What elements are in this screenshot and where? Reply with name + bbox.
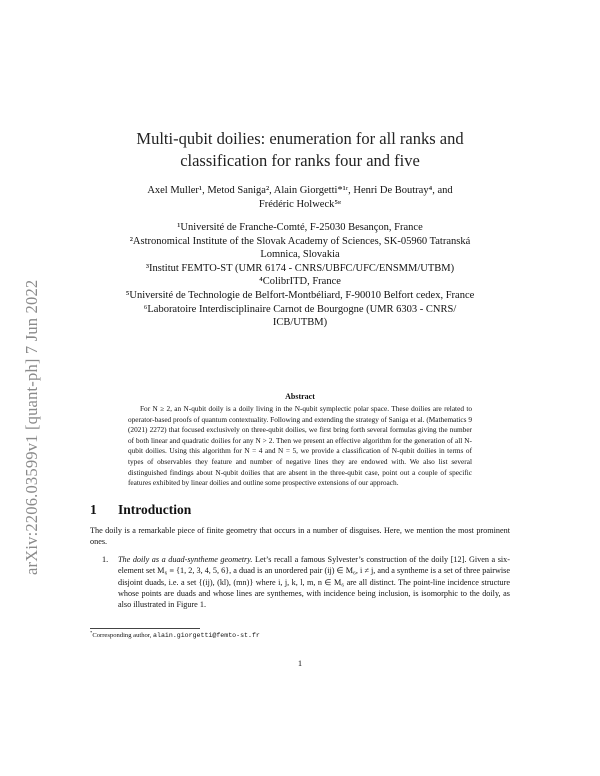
affiliation-line: ¹Université de Franche-Comté, F-25030 Besançon, France	[177, 222, 423, 233]
title-line-1: Multi-qubit doilies: enumeration for all ranks and	[136, 129, 464, 148]
affiliation-line: ⁶Laboratoire Interdisciplinaire Carnot de Bourgogne (UMR 6303 - CNRS/	[143, 303, 457, 315]
intro-text: The doily is a remarkable piece of finite geometry that occurs in a number of disguises. Here, we mention the most prominent ones.	[90, 526, 510, 547]
affiliation-list	[90, 221, 510, 330]
authors-line-1: Axel Muller¹, Metod Saniga², Alain Giorgetti*¹ʳ, Henri De Boutray⁴, and	[147, 185, 453, 196]
abstract-text: For N ≥ 2, an N-qubit doily is a doily living in the N-qubit symplectic polar space. These doilies are related to operator-based proofs of quantum contextuality. Following and extending the strategy of Saniga et al. (Mathematics 9 (2021) 2272) that focused exclusively on three-qubit doilies, we first bring forth several formulas giving the number of both linear and quadratic doilies for any N > 2. Then we present an effective algorithm for the generation of all N-qubit doilies. Using this algorithm for N = 4 and N = 5, we provide a classification of N-qubit doilies in terms of types of observables they feature and number of negative lines they are endowed with. We also list several distinguished findings about N-qubit doilies that are absent in the three-qubit case, point out a couple of specific features exhibited by linear doilies and outline some prospective extensions of our approach.	[128, 404, 472, 488]
list-item-body	[118, 554, 510, 610]
author-list	[95, 184, 505, 212]
affiliation-line: ICB/UTBM)	[272, 317, 328, 329]
footnote-rule	[90, 628, 200, 629]
arxiv-identifier-stamp: arXiv:2206.03599v1 [quant-ph] 7 Jun 2022	[22, 279, 41, 575]
page-number: 1	[297, 658, 303, 668]
affiliation-line: ²Astronomical Institute of the Slovak Academy of Sciences, SK-05960 Tatranská	[129, 235, 471, 247]
section-title: Introduction	[118, 502, 192, 517]
abstract-body	[128, 404, 472, 489]
title-line-2: classification for ranks four and five	[180, 151, 420, 170]
footnote-mark: *	[90, 629, 93, 635]
section-number: 1	[90, 502, 97, 517]
footnote-email[interactable]: alain.giorgetti@femto-st.fr	[153, 632, 260, 639]
affiliation-line: Lomnica, Slovakia	[260, 249, 340, 261]
section-heading	[90, 502, 191, 518]
affiliation-line: ³Institut FEMTO-ST (UMR 6174 - CNRS/UBFC/UFC/ENSMM/UTBM)	[145, 262, 455, 274]
intro-paragraph	[90, 525, 510, 548]
list-item-text: Let’s recall a famous Sylvester’s construction of the doily [12]. Given a six-element set M₆ ≡ {1, 2, 3, 4, 5, 6}, a duad is an unordered pair (ij) ∈ M₆, i ≠ j, and a syntheme is a set of three pairwise disjoint duads, i.e. a set {(ij), (kl), (mn)} where i, j, k, l, m, n ∈ M₆ are all distinct. The point-line incidence structure whose points are duads and whose lines are synthemes, with incidence being inclusion, is isomorphic to the doily, as also illustrated in Figure 1.	[118, 555, 510, 610]
footnote	[90, 631, 260, 640]
authors-line-2: Frédéric Holweck⁵ʶ	[258, 199, 342, 210]
list-marker: 1.	[102, 555, 109, 564]
footnote-text: Corresponding author,	[92, 632, 154, 639]
affiliation-line: ⁵Université de Technologie de Belfort-Montbéliard, F-90010 Belfort cedex, France	[125, 289, 475, 301]
affiliation-line: ⁴ColibrITD, France	[259, 276, 341, 288]
list-item	[104, 554, 510, 610]
abstract-heading: Abstract	[285, 392, 315, 401]
paper-title	[100, 128, 500, 172]
list-item-lead: The doily as a duad-syntheme geometry.	[118, 555, 253, 564]
